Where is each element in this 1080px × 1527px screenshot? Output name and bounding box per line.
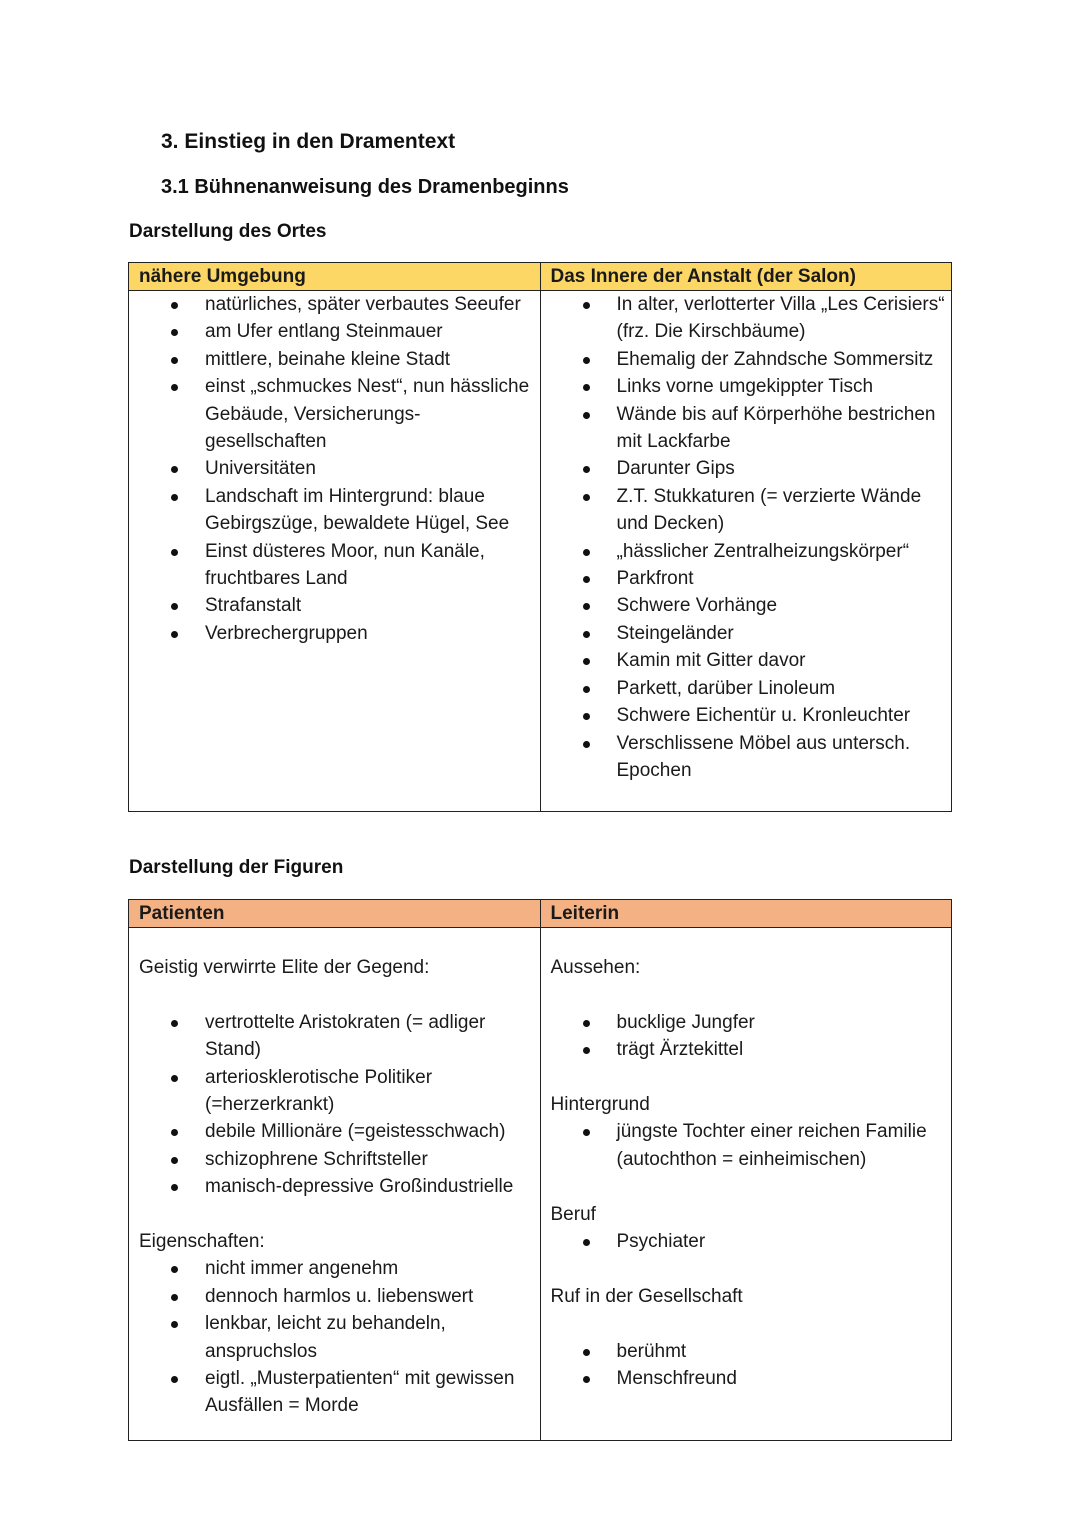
aussehen-label: Aussehen: [550, 957, 641, 978]
list-item: Schwere Eichentür u. Kronleuchter [617, 702, 952, 729]
list-item: arteriosklerotische Politiker (=herzerkrankt) [205, 1064, 540, 1119]
list-item: mittlere, beinahe kleine Stadt [205, 346, 540, 373]
list-item: Psychiater [617, 1228, 952, 1255]
list-item: schizophrene Schriftsteller [205, 1146, 540, 1173]
ort-table [128, 262, 952, 812]
umgebung-list [129, 291, 540, 647]
subsection-heading: 3.1 Bühnenanweisung des Dramenbeginns [161, 176, 569, 198]
beruf-list [541, 1228, 952, 1255]
beruf-label: Beruf [550, 1203, 596, 1225]
list-item: debile Millionäre (=geistesschwach) [205, 1118, 540, 1145]
list-item: Universitäten [205, 455, 540, 482]
list-item: Steingeländer [617, 620, 952, 647]
list-item: Einst düsteres Moor, nun Kanäle, fruchtbares Land [205, 538, 540, 593]
list-item: einst „schmuckes Nest“, nun hässliche Gebäude, Versicherungs-gesellschaften [205, 373, 540, 455]
hintergrund-label: Hintergrund [550, 1094, 650, 1115]
list-item: Parkett, darüber Linoleum [617, 675, 952, 702]
list-item: bucklige Jungfer [617, 1009, 952, 1036]
salon-list [541, 291, 952, 784]
figuren-table [128, 899, 952, 1441]
ruf-label: Ruf in der Gesellschaft [550, 1285, 743, 1307]
eigenschaften-label: Eigenschaften: [139, 1231, 265, 1253]
list-item: lenkbar, leicht zu behandeln, anspruchslos [205, 1310, 540, 1365]
figuren-col1-header: Patienten [129, 900, 541, 928]
list-item: Kamin mit Gitter davor [617, 647, 952, 674]
aussehen-list [541, 1009, 952, 1064]
list-item: Verschlissene Möbel aus untersch. Epochen [617, 730, 952, 785]
list-item: Strafanstalt [205, 592, 540, 619]
ort-col1-header: nähere Umgebung [129, 263, 541, 291]
list-item: Menschfreund [617, 1365, 952, 1392]
list-item: eigtl. „Musterpatienten“ mit gewissen Ausfällen = Morde [205, 1365, 540, 1420]
list-item: natürliches, später verbautes Seeufer [205, 291, 540, 318]
figuren-col2-header: Leiterin [540, 900, 952, 928]
list-item: Schwere Vorhänge [617, 592, 952, 619]
list-item: Ehemalig der Zahndsche Sommersitz [617, 346, 952, 373]
list-item: nicht immer angenehm [205, 1255, 540, 1282]
list-item: trägt Ärztekittel [617, 1036, 952, 1063]
hintergrund-list [541, 1118, 952, 1173]
list-item: berühmt [617, 1338, 952, 1365]
list-item: Parkfront [617, 565, 952, 592]
list-item: Links vorne umgekippter Tisch [617, 373, 952, 400]
list-item: Darunter Gips [617, 455, 952, 482]
ort-title: Darstellung des Ortes [129, 221, 327, 242]
patienten-list [129, 1009, 540, 1201]
list-item: jüngste Tochter einer reichen Familie (autochthon = einheimischen) [617, 1118, 952, 1173]
list-item: am Ufer entlang Steinmauer [205, 318, 540, 345]
eigenschaften-list [129, 1255, 540, 1419]
list-item: Verbrechergruppen [205, 620, 540, 647]
list-item: manisch-depressive Großindustrielle [205, 1173, 540, 1200]
ort-col2-header: Das Innere der Anstalt (der Salon) [540, 263, 952, 291]
list-item: In alter, verlotterter Villa „Les Cerisiers“ (frz. Die Kirschbäume) [617, 291, 952, 346]
ruf-list [541, 1338, 952, 1393]
list-item: Wände bis auf Körperhöhe bestrichen mit Lackfarbe [617, 401, 952, 456]
list-item: dennoch harmlos u. liebenswert [205, 1283, 540, 1310]
list-item: vertrottelte Aristokraten (= adliger Stand) [205, 1009, 540, 1064]
section-heading: 3. Einstieg in den Dramentext [161, 130, 456, 153]
figuren-title: Darstellung der Figuren [129, 857, 344, 878]
list-item: Z.T. Stukkaturen (= verzierte Wände und Decken) [617, 483, 952, 538]
patienten-intro: Geistig verwirrte Elite der Gegend: [139, 957, 430, 978]
list-item: „hässlicher Zentralheizungskörper“ [617, 538, 952, 565]
list-item: Landschaft im Hintergrund: blaue Gebirgszüge, bewaldete Hügel, See [205, 483, 540, 538]
